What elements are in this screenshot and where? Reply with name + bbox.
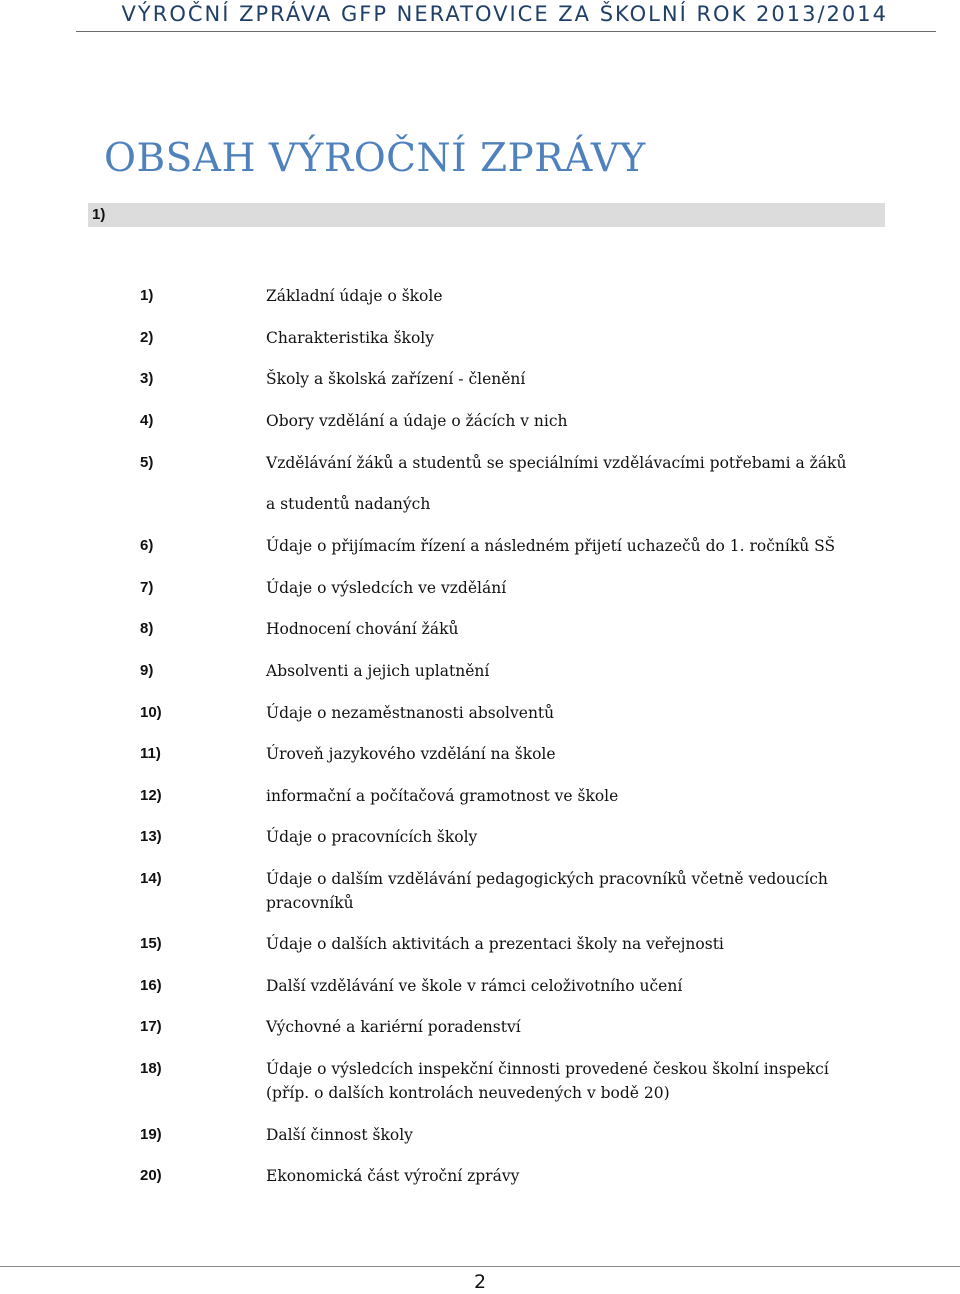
toc-item-number: 12)	[140, 787, 162, 804]
toc-item-number: 19)	[140, 1126, 162, 1143]
toc-item-number: 18)	[140, 1060, 162, 1077]
toc-item-number: 10)	[140, 704, 162, 721]
toc-item-number: 13)	[140, 828, 162, 845]
footer-divider	[0, 1266, 960, 1267]
toc-item-number: 17)	[140, 1018, 162, 1035]
toc-item-number: 8)	[140, 620, 154, 637]
toc-item-text: informační a počítačová gramotnost ve škole	[266, 787, 619, 805]
page-number: 2	[473, 1271, 487, 1293]
toc-item-text: a studentů nadaných	[266, 495, 431, 513]
toc-item-number: 11)	[140, 745, 161, 762]
toc-item-number: 5)	[140, 454, 154, 471]
toc-item-text: Výchovné a kariérní poradenství	[266, 1018, 521, 1036]
toc-item-number: 3)	[140, 370, 154, 387]
toc-item-number: 7)	[140, 579, 154, 596]
toc-item-text: Údaje o dalším vzdělávání pedagogických pracovníků včetně vedoucích pracovníků	[266, 870, 828, 912]
toc-item-text: Údaje o dalších aktivitách a prezentaci školy na veřejnosti	[266, 935, 724, 953]
toc-item-number: 6)	[140, 537, 154, 554]
toc-item-text: Údaje o výsledcích ve vzdělání	[266, 579, 507, 597]
toc-item-text: Vzdělávání žáků a studentů se speciálními vzdělávacími potřebami a žáků	[266, 454, 847, 472]
header-title: VÝROČNÍ ZPRÁVA GFP NERATOVICE ZA ŠKOLNÍ ROK 2013/2014	[121, 2, 888, 26]
toc-item-text: Absolventi a jejich uplatnění	[266, 662, 490, 680]
toc-item-text: Ekonomická část výroční zprávy	[266, 1167, 520, 1185]
page-title: OBSAH VÝROČNÍ ZPRÁVY	[104, 136, 646, 181]
toc-item-text: Školy a školská zařízení - členění	[266, 370, 526, 388]
toc-item-number: 1)	[140, 287, 154, 304]
toc-item-number: 20)	[140, 1167, 162, 1184]
shaded-heading-bar	[88, 203, 885, 227]
toc-item-text: Charakteristika školy	[266, 329, 434, 347]
toc-item-text: Hodnocení chování žáků	[266, 620, 459, 638]
toc-item-text: Údaje o pracovnících školy	[266, 828, 478, 846]
toc-item-number: 16)	[140, 977, 162, 994]
toc-item-text: Údaje o výsledcích inspekční činnosti provedené českou školní inspekcí (příp. o dalších kontrolách neuvedených v bodě 20)	[266, 1060, 829, 1102]
header-divider	[76, 31, 936, 32]
toc-item-number: 9)	[140, 662, 154, 679]
shaded-heading-label: 1)	[92, 206, 106, 223]
toc-item-number: 14)	[140, 870, 162, 887]
toc-item-number: 15)	[140, 935, 162, 952]
toc-item-text: Úroveň jazykového vzdělání na škole	[266, 745, 556, 763]
toc-item-number: 4)	[140, 412, 154, 429]
toc-item-text: Údaje o nezaměstnanosti absolventů	[266, 704, 555, 722]
toc-item-text: Údaje o přijímacím řízení a následném přijetí uchazečů do 1. ročníků SŠ	[266, 537, 836, 555]
toc-item-text: Základní údaje o škole	[266, 287, 443, 305]
toc-item-text: Obory vzdělání a údaje o žácích v nich	[266, 412, 568, 430]
toc-item-number: 2)	[140, 329, 154, 346]
toc-item-text: Další činnost školy	[266, 1126, 413, 1144]
toc-item-text: Další vzdělávání ve škole v rámci celoživotního učení	[266, 977, 683, 995]
